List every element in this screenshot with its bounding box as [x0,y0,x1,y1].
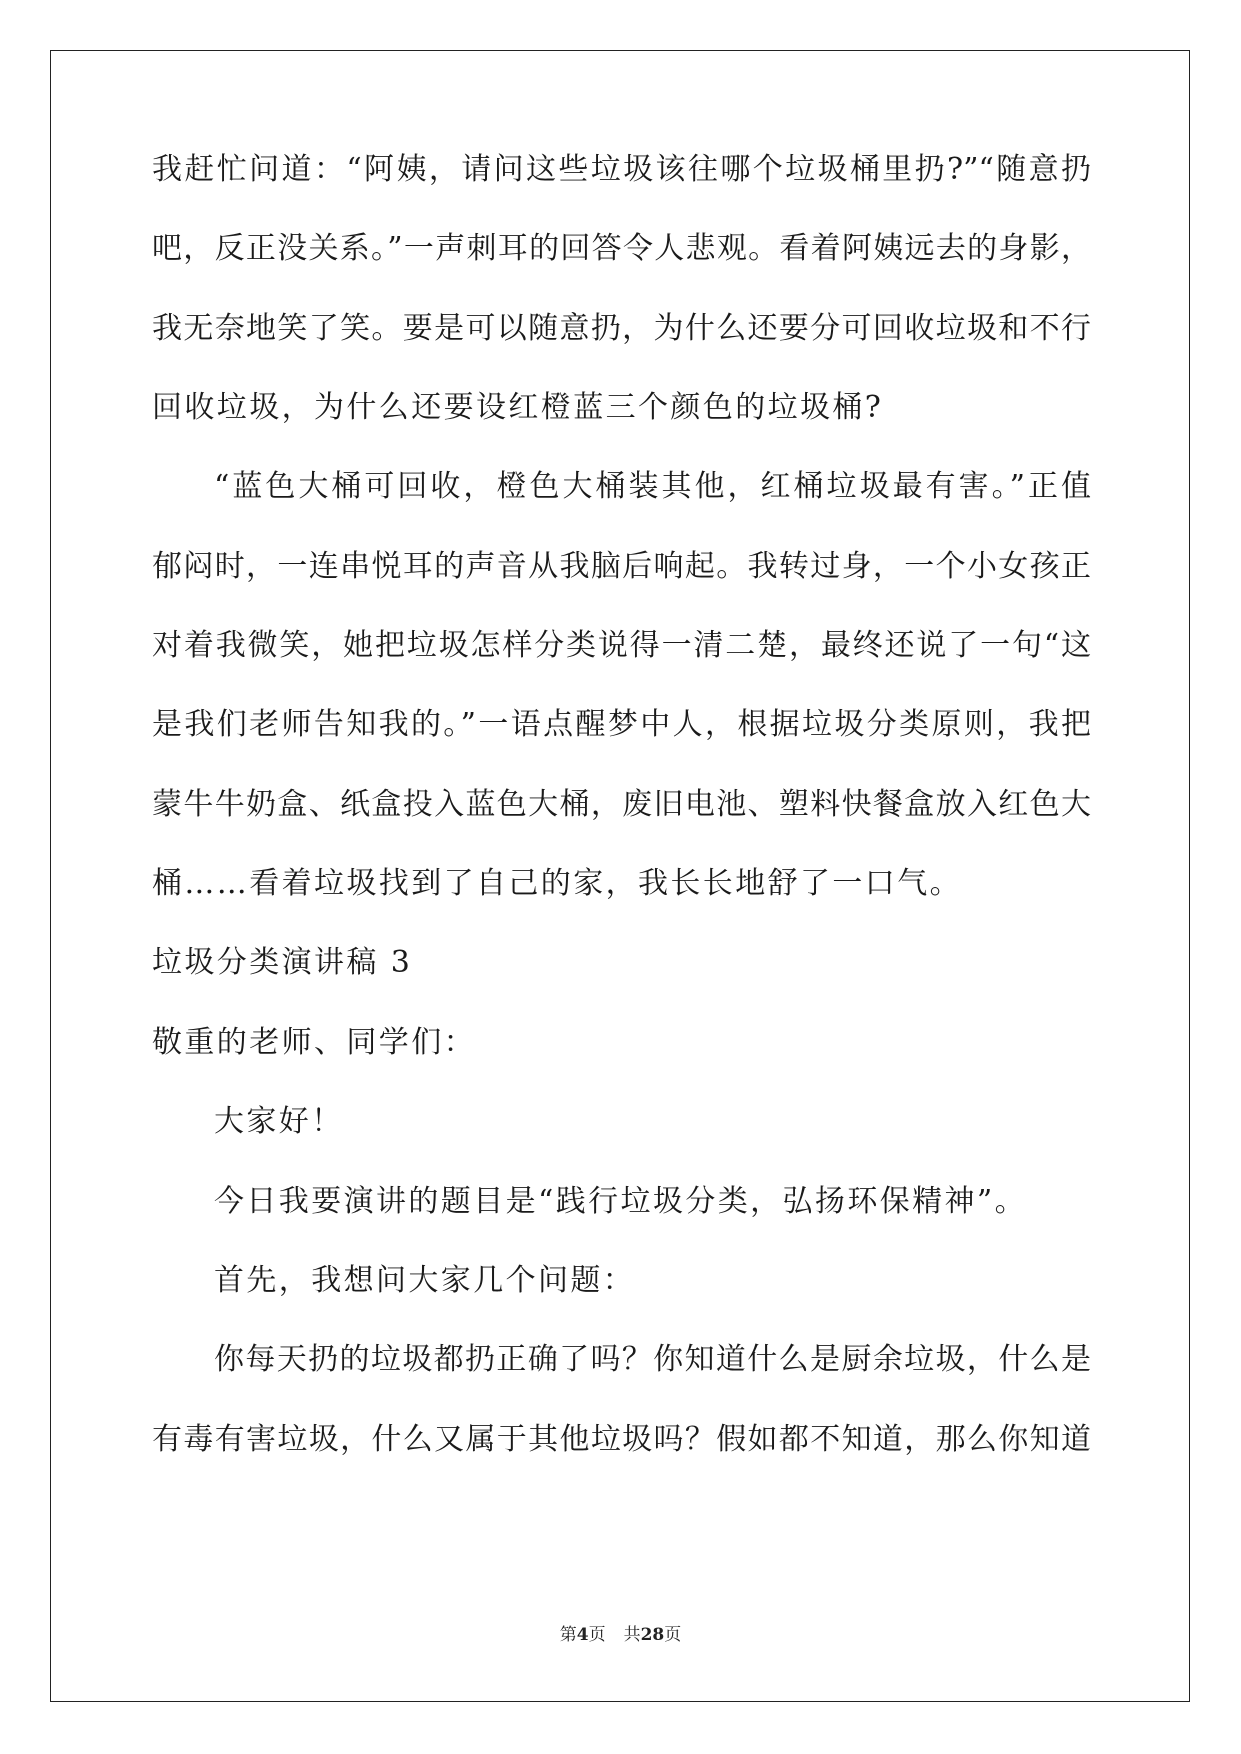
page-total: 28 [640,1625,665,1645]
body-line-7: 对着我微笑，她把垃圾怎样分类说得一清二楚，最终还说了一句“这 [152,628,1091,663]
body-line-4: 回收垃圾，为什么还要设红橙蓝三个颜色的垃圾桶? [152,390,884,425]
body-line-1: 我赶忙问道：“阿姨，请问这些垃圾该往哪个垃圾桶里扔?”“随意扔 [152,152,1091,187]
body-line-2: 吧，反正没关系。”一声刺耳的回答令人悲观。看着阿姨远去的身影， [152,231,1091,266]
body-line-8: 是我们老师告知我的。”一语点醒梦中人，根据垃圾分类原则，我把 [152,707,1091,742]
page-suffix: 页 [588,1625,606,1645]
body-line-10: 桶……看着垃圾找到了自己的家，我长长地舒了一口气。 [152,866,962,901]
body-line-16: 你每天扔的垃圾都扔正确了吗？你知道什么是厨余垃圾，什么是 [214,1342,1091,1377]
body-line-15: 首先，我想问大家几个问题： [214,1263,636,1298]
body-line-17: 有毒有害垃圾，什么又属于其他垃圾吗？假如都不知道，那么你知道 [152,1422,1091,1457]
page-prefix: 第 [559,1625,577,1645]
page-footer [0,1620,1241,1645]
body-line-6: 郁闷时，一连串悦耳的声音从我脑后响起。我转过身，一个小女孩正 [152,549,1091,584]
body-line-14: 今日我要演讲的题目是“践行垃圾分类，弘扬环保精神”。 [214,1184,1028,1219]
body-line-3: 我无奈地笑了笑。要是可以随意扔，为什么还要分可回收垃圾和不行 [152,311,1091,346]
body-line-5: “蓝色大桶可回收，橙色大桶装其他，红桶垃圾最有害。”正值 [214,469,1091,504]
total-prefix: 共 [623,1625,641,1645]
total-suffix: 页 [664,1625,682,1645]
page-current: 4 [576,1625,589,1645]
section-heading: 垃圾分类演讲稿 3 [152,945,413,980]
salutation: 敬重的老师、同学们： [152,1025,476,1060]
body-line-9: 蒙牛牛奶盒、纸盒投入蓝色大桶，废旧电池、塑料快餐盒放入红色大 [152,787,1091,822]
greeting: 大家好！ [214,1104,344,1139]
